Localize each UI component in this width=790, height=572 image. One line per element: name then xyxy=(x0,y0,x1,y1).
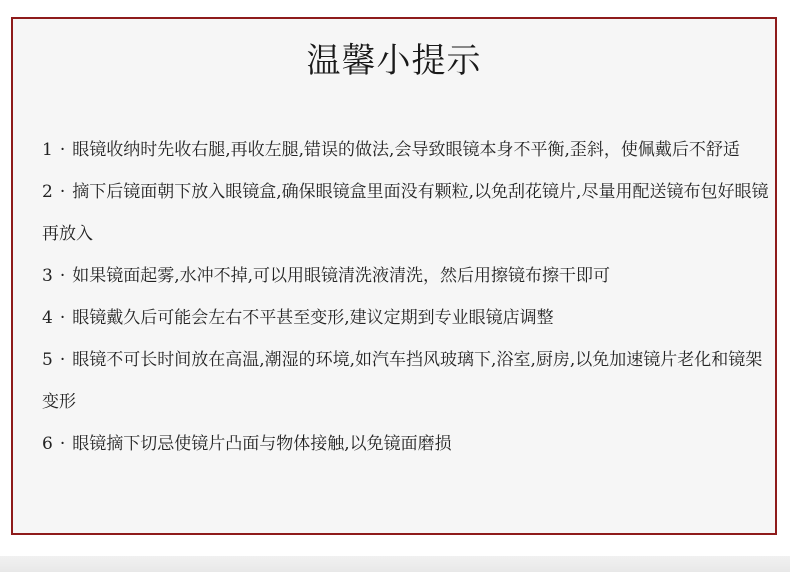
tip-text: 摘下后镜面朝下放入眼镜盒,确保眼镜盒里面没有颗粒,以免刮花镜片,尽量用配送镜布包好眼镜再放入 xyxy=(42,182,769,244)
tip-separator: · xyxy=(59,140,66,160)
tip-text: 眼镜戴久后可能会左右不平甚至变形,建议定期到专业眼镜店调整 xyxy=(72,308,554,328)
tip-separator: · xyxy=(59,182,66,202)
bottom-shadow-bar xyxy=(0,556,790,572)
tips-frame xyxy=(11,17,777,535)
tip-separator: · xyxy=(59,350,66,370)
tip-item-6 xyxy=(42,423,772,465)
tip-number: 6 xyxy=(42,434,53,454)
tip-item-1 xyxy=(42,129,772,171)
tip-number: 4 xyxy=(42,308,53,328)
tip-separator: · xyxy=(59,266,66,286)
tip-number: 2 xyxy=(42,182,53,202)
tip-item-2 xyxy=(42,171,772,255)
tip-item-4 xyxy=(42,297,772,339)
tip-text: 眼镜不可长时间放在高温,潮湿的环境,如汽车挡风玻璃下,浴室,厨房,以免加速镜片老化和镜架变形 xyxy=(42,350,763,412)
tip-text: 眼镜收纳时先收右腿,再收左腿,错误的做法,会导致眼镜本身不平衡,歪斜，使佩戴后不舒适 xyxy=(72,140,740,160)
tip-separator: · xyxy=(59,308,66,328)
tip-text: 眼镜摘下切忌使镜片凸面与物体接触,以免镜面磨损 xyxy=(72,434,452,454)
tip-number: 1 xyxy=(42,140,53,160)
tip-text: 如果镜面起雾,水冲不掉,可以用眼镜清洗液清洗，然后用擦镜布擦干即可 xyxy=(72,266,611,286)
tip-item-3 xyxy=(42,255,772,297)
page-title: 温馨小提示 xyxy=(306,41,482,81)
tip-separator: · xyxy=(59,434,66,454)
tip-item-5 xyxy=(42,339,772,423)
tips-list xyxy=(42,129,772,465)
tip-number: 3 xyxy=(42,266,53,286)
tip-number: 5 xyxy=(42,350,53,370)
